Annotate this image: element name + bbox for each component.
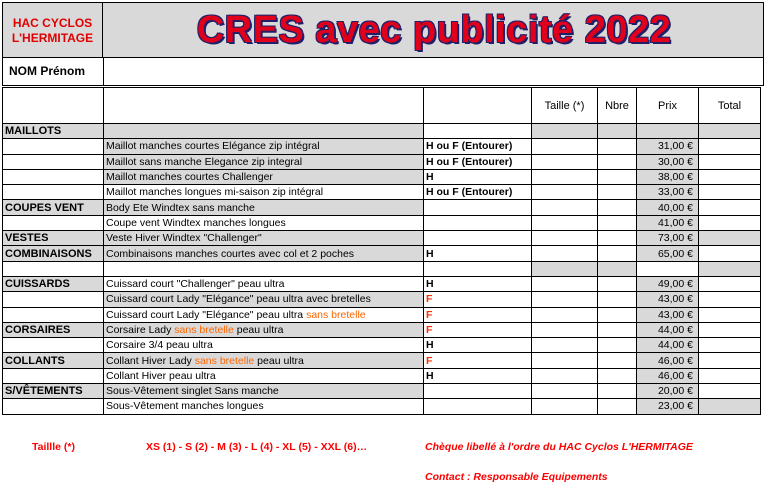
description-cell: Maillot manches courtes Elégance zip intégral xyxy=(104,139,424,154)
taille-input-cell[interactable] xyxy=(532,276,598,291)
club-name-line1: HAC CYCLOS xyxy=(12,16,93,30)
taille-input-cell[interactable] xyxy=(532,368,598,383)
description-cell: Maillot manches courtes Challenger xyxy=(104,169,424,184)
taille-input-cell[interactable] xyxy=(532,292,598,307)
total-cell xyxy=(699,169,761,184)
table-row xyxy=(3,124,761,139)
description-cell xyxy=(104,353,424,368)
taille-input-cell[interactable] xyxy=(532,338,598,353)
gender-cell: F xyxy=(424,322,532,337)
category-cell xyxy=(3,154,104,169)
gender-cell: H xyxy=(424,169,532,184)
table-row xyxy=(3,185,761,200)
total-cell xyxy=(699,215,761,230)
taille-input-cell[interactable] xyxy=(532,200,598,215)
category-cell xyxy=(3,215,104,230)
nbre-input-cell[interactable] xyxy=(598,124,637,139)
category-cell xyxy=(3,338,104,353)
taille-input-cell[interactable] xyxy=(532,231,598,246)
total-cell xyxy=(699,353,761,368)
gender-cell: F xyxy=(424,307,532,322)
nbre-input-cell[interactable] xyxy=(598,154,637,169)
total-cell xyxy=(699,154,761,169)
price-cell: 41,00 € xyxy=(637,215,699,230)
gender-cell xyxy=(424,215,532,230)
taille-input-cell[interactable] xyxy=(532,353,598,368)
total-cell xyxy=(699,139,761,154)
table-row xyxy=(3,384,761,399)
price-cell: 30,00 € xyxy=(637,154,699,169)
taille-label: Taillle (*) xyxy=(32,441,75,453)
table-row xyxy=(3,139,761,154)
header-taille: Taille (*) xyxy=(532,88,598,124)
category-cell xyxy=(3,261,104,276)
category-cell xyxy=(3,399,104,414)
taille-input-cell[interactable] xyxy=(532,139,598,154)
description-text: peau ultra xyxy=(254,354,304,367)
price-cell: 40,00 € xyxy=(637,200,699,215)
taille-input-cell[interactable] xyxy=(532,399,598,414)
name-label: NOM Prénom xyxy=(3,58,104,85)
total-cell xyxy=(699,124,761,139)
category-cell xyxy=(3,185,104,200)
total-cell xyxy=(699,185,761,200)
category-cell xyxy=(3,292,104,307)
total-cell xyxy=(699,292,761,307)
taille-input-cell[interactable] xyxy=(532,261,598,276)
gender-cell xyxy=(424,200,532,215)
description-cell: Cuissard court Lady "Elégance" peau ultra avec bretelles xyxy=(104,292,424,307)
nbre-input-cell[interactable] xyxy=(598,169,637,184)
taille-input-cell[interactable] xyxy=(532,124,598,139)
nbre-input-cell[interactable] xyxy=(598,215,637,230)
taille-input-cell[interactable] xyxy=(532,246,598,261)
description-cell: Combinaisons manches courtes avec col et 2 poches xyxy=(104,246,424,261)
nbre-input-cell[interactable] xyxy=(598,368,637,383)
taille-input-cell[interactable] xyxy=(532,322,598,337)
cheque-note: Chèque libellé à l'ordre du HAC Cyclos L'HERMITAGE xyxy=(425,441,693,453)
gender-cell xyxy=(424,399,532,414)
nbre-input-cell[interactable] xyxy=(598,338,637,353)
category-cell: COUPES VENT xyxy=(3,200,104,215)
gender-cell: H xyxy=(424,276,532,291)
category-cell xyxy=(3,169,104,184)
taille-input-cell[interactable] xyxy=(532,384,598,399)
total-cell xyxy=(699,307,761,322)
price-cell: 73,00 € xyxy=(637,231,699,246)
gender-cell xyxy=(424,231,532,246)
description-cell xyxy=(104,307,424,322)
price-cell xyxy=(637,124,699,139)
description-cell: Body Ete Windtex sans manche xyxy=(104,200,424,215)
description-cell: Sous-Vêtement manches longues xyxy=(104,399,424,414)
category-cell: COLLANTS xyxy=(3,353,104,368)
total-cell xyxy=(699,261,761,276)
description-cell xyxy=(104,322,424,337)
gender-cell: F xyxy=(424,292,532,307)
table-row xyxy=(3,307,761,322)
table-header-row xyxy=(3,88,761,124)
table-row xyxy=(3,399,761,414)
gender-cell: H ou F (Entourer) xyxy=(424,139,532,154)
category-cell xyxy=(3,139,104,154)
category-cell: MAILLOTS xyxy=(3,124,104,139)
total-cell xyxy=(699,231,761,246)
price-cell: 46,00 € xyxy=(637,353,699,368)
header-total: Total xyxy=(699,88,761,124)
taille-input-cell[interactable] xyxy=(532,307,598,322)
table-row xyxy=(3,292,761,307)
category-cell: S/VÊTEMENTS xyxy=(3,384,104,399)
nbre-input-cell[interactable] xyxy=(598,399,637,414)
price-cell: 20,00 € xyxy=(637,384,699,399)
description-highlight: sans bretelle xyxy=(306,308,366,321)
price-cell: 23,00 € xyxy=(637,399,699,414)
price-cell: 49,00 € xyxy=(637,276,699,291)
price-cell: 44,00 € xyxy=(637,322,699,337)
category-cell: VESTES xyxy=(3,231,104,246)
total-cell xyxy=(699,246,761,261)
club-name-line2: L'HERMITAGE xyxy=(11,31,94,45)
table-row xyxy=(3,261,761,276)
price-cell: 33,00 € xyxy=(637,185,699,200)
description-text: Cuissard court Lady "Elégance" peau ultra xyxy=(106,308,307,321)
price-cell xyxy=(637,261,699,276)
table-row xyxy=(3,154,761,169)
order-table xyxy=(2,87,761,415)
category-cell xyxy=(3,307,104,322)
description-cell: Collant Hiver peau ultra xyxy=(104,368,424,383)
table-row xyxy=(3,368,761,383)
category-cell: COMBINAISONS xyxy=(3,246,104,261)
category-cell: CUISSARDS xyxy=(3,276,104,291)
description-cell: Corsaire 3/4 peau ultra xyxy=(104,338,424,353)
gender-cell xyxy=(424,384,532,399)
description-cell: Cuissard court "Challenger" peau ultra xyxy=(104,276,424,291)
nbre-input-cell[interactable] xyxy=(598,139,637,154)
category-cell xyxy=(3,368,104,383)
total-cell xyxy=(699,200,761,215)
nbre-input-cell[interactable] xyxy=(598,246,637,261)
description-cell: Veste Hiver Windtex "Challenger" xyxy=(104,231,424,246)
nbre-input-cell[interactable] xyxy=(598,200,637,215)
gender-cell: F xyxy=(424,353,532,368)
category-cell: CORSAIRES xyxy=(3,322,104,337)
description-highlight: sans bretelle xyxy=(194,354,255,367)
taille-input-cell[interactable] xyxy=(532,154,598,169)
gender-cell xyxy=(424,261,532,276)
taille-input-cell[interactable] xyxy=(532,215,598,230)
description-cell: Maillot sans manche Elegance zip integral xyxy=(104,154,424,169)
total-cell xyxy=(699,399,761,414)
price-cell: 44,00 € xyxy=(637,338,699,353)
nbre-input-cell[interactable] xyxy=(598,353,637,368)
nbre-input-cell[interactable] xyxy=(598,261,637,276)
price-cell: 31,00 € xyxy=(637,139,699,154)
contact-note: Contact : Responsable Equipements xyxy=(425,471,608,483)
table-row xyxy=(3,231,761,246)
table-row xyxy=(3,322,761,337)
nbre-input-cell[interactable] xyxy=(598,307,637,322)
description-cell xyxy=(104,261,424,276)
total-cell xyxy=(699,384,761,399)
taille-input-cell[interactable] xyxy=(532,185,598,200)
total-cell xyxy=(699,322,761,337)
description-highlight: sans bretelle xyxy=(174,324,234,336)
description-cell: Maillot manches longues mi-saison zip intégral xyxy=(104,185,424,200)
nbre-input-cell[interactable] xyxy=(598,322,637,337)
description-cell: Sous-Vêtement singlet Sans manche xyxy=(104,384,424,399)
nbre-input-cell[interactable] xyxy=(598,384,637,399)
header-gender-cell xyxy=(424,88,532,124)
taille-input-cell[interactable] xyxy=(532,169,598,184)
description-text: Corsaire Lady xyxy=(106,324,175,336)
description-text: peau ultra xyxy=(233,324,284,336)
gender-cell: H xyxy=(424,368,532,383)
club-name xyxy=(2,2,103,58)
table-row xyxy=(3,276,761,291)
table-row xyxy=(3,215,761,230)
table-row xyxy=(3,338,761,353)
nbre-input-cell[interactable] xyxy=(598,276,637,291)
price-cell: 38,00 € xyxy=(637,169,699,184)
price-cell: 43,00 € xyxy=(637,292,699,307)
table-row xyxy=(3,353,761,368)
total-cell xyxy=(699,338,761,353)
table-row xyxy=(3,246,761,261)
price-cell: 65,00 € xyxy=(637,246,699,261)
gender-cell: H ou F (Entourer) xyxy=(424,185,532,200)
page-title: CRES avec publicité 2022 xyxy=(196,9,672,51)
table-row xyxy=(3,200,761,215)
header-prix: Prix xyxy=(637,88,699,124)
nbre-input-cell[interactable] xyxy=(598,231,637,246)
nbre-input-cell[interactable] xyxy=(598,185,637,200)
header-nbre: Nbre xyxy=(598,88,637,124)
total-cell xyxy=(699,368,761,383)
price-cell: 46,00 € xyxy=(637,368,699,383)
table-row xyxy=(3,169,761,184)
description-cell: Coupe vent Windtex manches longues xyxy=(104,215,424,230)
description-cell xyxy=(104,124,424,139)
size-codes: XS (1) - S (2) - M (3) - L (4) - XL (5) - XXL (6)… xyxy=(146,441,368,453)
price-cell: 43,00 € xyxy=(637,307,699,322)
description-text: Collant Hiver Lady xyxy=(106,354,195,367)
total-cell xyxy=(699,276,761,291)
header-category-cell xyxy=(3,88,104,124)
gender-cell xyxy=(424,124,532,139)
nbre-input-cell[interactable] xyxy=(598,292,637,307)
gender-cell: H xyxy=(424,338,532,353)
header-description-cell xyxy=(104,88,424,124)
name-row xyxy=(2,58,764,86)
gender-cell: H xyxy=(424,246,532,261)
gender-cell: H ou F (Entourer) xyxy=(424,154,532,169)
